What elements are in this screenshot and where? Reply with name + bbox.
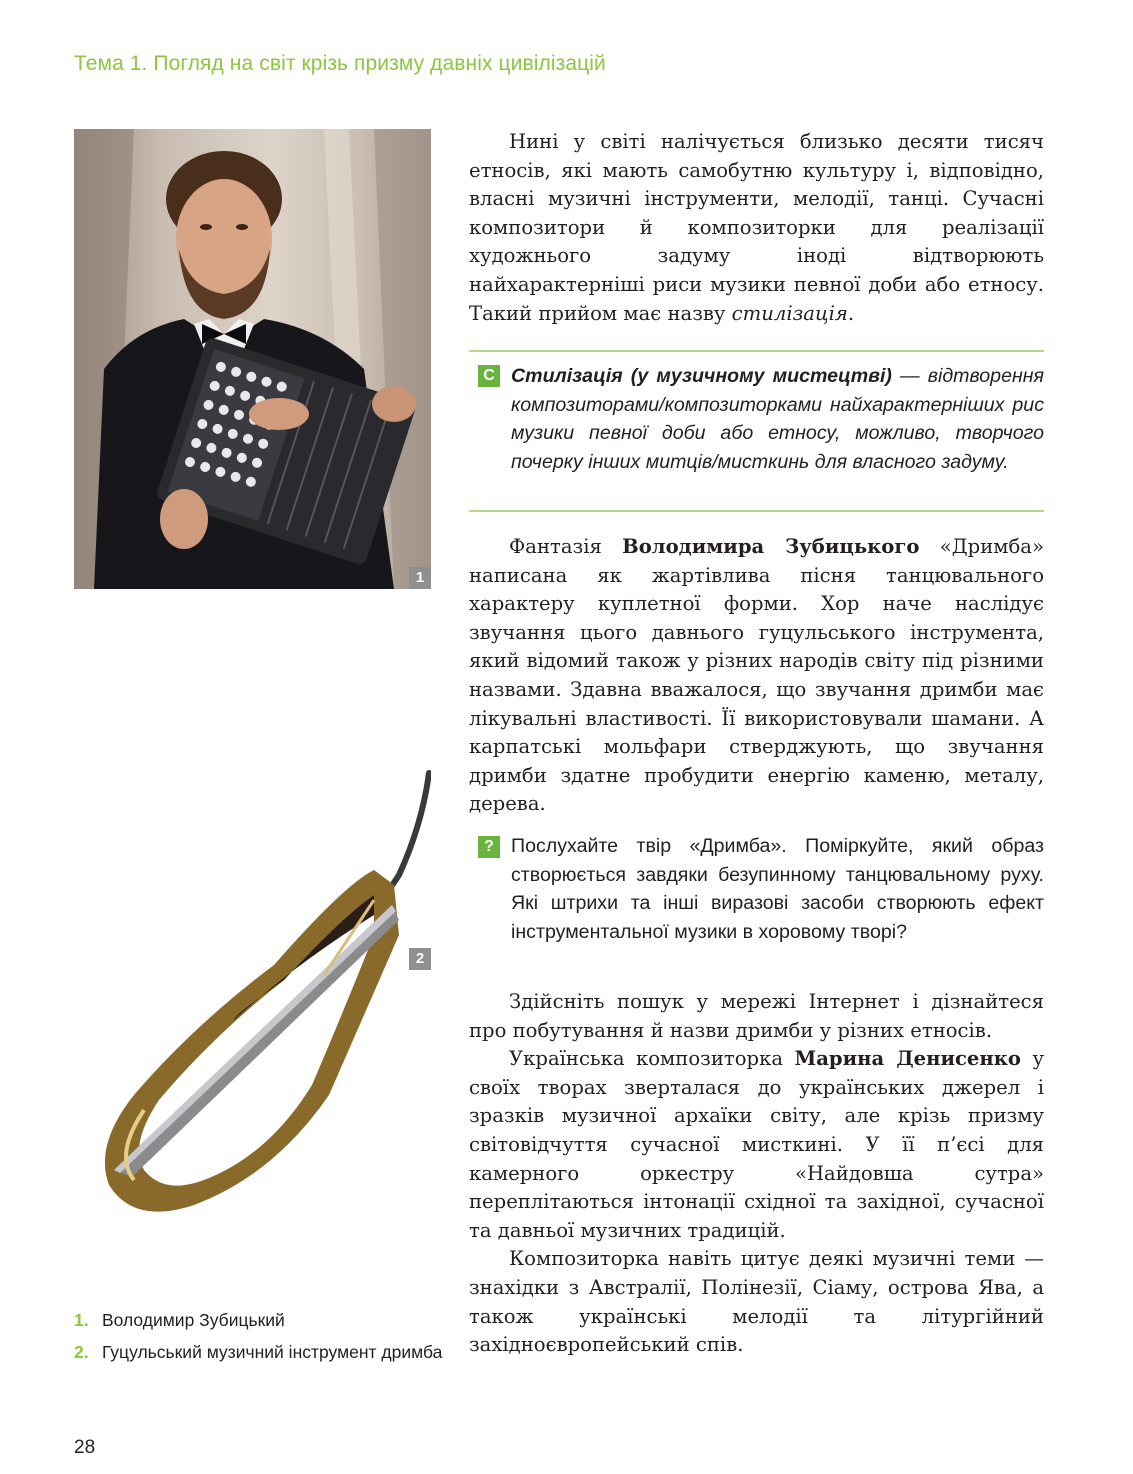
paragraph-quotes: Композиторка навіть цитує деякі музичні теми — знахідки з Австралії, Полінезії, Сіаму, острова Ява, а також українські мелодії та літургійний західноєвропейський спів. bbox=[469, 1247, 1044, 1357]
paragraph-denysenko bbox=[469, 1045, 1044, 1245]
drymba-illustration bbox=[74, 765, 431, 1225]
caption-1 bbox=[74, 1308, 444, 1332]
figure-2-badge: 2 bbox=[409, 948, 431, 970]
composer-name-denysenko: Марина Денисенко bbox=[794, 1047, 1021, 1071]
paragraph-denysenko-text: у своїх творах зверталася до українських джерел і зразків музичної архаїки світу, але крізь призму світовідчуття сучасної мисткині. У її п’єсі для камерного оркестру «Найдовша сутра» переплітаються інтонації східної та західної, сучасної та давньої музичних традицій. bbox=[469, 1047, 1044, 1242]
figure-captions bbox=[74, 1308, 444, 1372]
definition-text: — відтворення композиторами/композиторками найхарактерніших рис музики певної доби або етносу, можливо, творчого почерку інших митців/мисткинь для власного задуму. bbox=[511, 365, 1044, 473]
paragraph-drymba-text: «Дримба» написана як жартівлива пісня танцювального характеру куплетної форми. Хор наче наслідує звучання цього давнього гуцульського інструмента, який відомий також у різних народів світу під різними назвами. Здавна вважалося, що звучання дримби має лікувальні властивості. Її використовували шамани. А карпатські мольфари стверджують, що звучання дримби здатне пробудити енергію каменю, металу, дерева. bbox=[469, 535, 1044, 816]
composer-illustration bbox=[74, 129, 431, 589]
term-stylization: стилізація bbox=[731, 301, 848, 325]
paragraph-group-bottom bbox=[469, 988, 1044, 1360]
question-text: Послухайте твір «Дримба». Поміркуйте, який образ створюється завдяки безупинному танцювальному руху. Які штрихи та інші виразові засоби створюють ефект інструментальної музики в хоровому творі? bbox=[511, 835, 1044, 943]
definition-icon: С bbox=[478, 365, 500, 387]
question-icon: ? bbox=[478, 836, 500, 858]
definition-box bbox=[469, 362, 1044, 476]
caption-1-number: 1. bbox=[74, 1310, 89, 1330]
caption-2 bbox=[74, 1340, 444, 1364]
photo-drymba bbox=[74, 765, 431, 1225]
paragraph-intro bbox=[469, 128, 1044, 328]
figure-1-badge: 1 bbox=[409, 567, 431, 589]
caption-1-text: Володимир Зубицький bbox=[102, 1310, 285, 1330]
paragraph-drymba-start: Фантазія bbox=[509, 535, 623, 558]
paragraph-search: Здійсніть пошук у мережі Інтернет і дізнайтеся про побутування й назви дримби у різних етносів. bbox=[469, 990, 1044, 1042]
photo-composer bbox=[74, 129, 431, 589]
caption-2-text: Гуцульський музичний інструмент дримба bbox=[102, 1342, 443, 1362]
paragraph-denysenko-start: Українська композиторка bbox=[509, 1047, 795, 1071]
definition-bottom-rule bbox=[469, 510, 1044, 512]
page-number: 28 bbox=[74, 1437, 96, 1458]
caption-2-number: 2. bbox=[74, 1342, 89, 1362]
composer-name-zubytsky: Володимира Зубицького bbox=[622, 535, 920, 558]
paragraph-intro-text: Нині у світі налічується близько десяти тисяч етносів, які мають самобутню культуру і, відповідно, власні музичні інструменти, мелодії, танці. Сучасні композитори й композиторки для реалізації художнього задуму іноді відтворюють найхарактерніші риси музики певної доби або етносу. Такий прийом має назву bbox=[469, 130, 1044, 325]
paragraph-drymba bbox=[469, 533, 1044, 819]
definition-term: Стилізація (у музичному мистецтві) bbox=[511, 365, 892, 387]
paragraph-intro-end: . bbox=[847, 301, 855, 325]
question-box bbox=[469, 832, 1044, 946]
definition-top-rule bbox=[469, 350, 1044, 352]
page-header: Тема 1. Погляд на світ крізь призму давніх цивілізацій bbox=[74, 52, 606, 75]
